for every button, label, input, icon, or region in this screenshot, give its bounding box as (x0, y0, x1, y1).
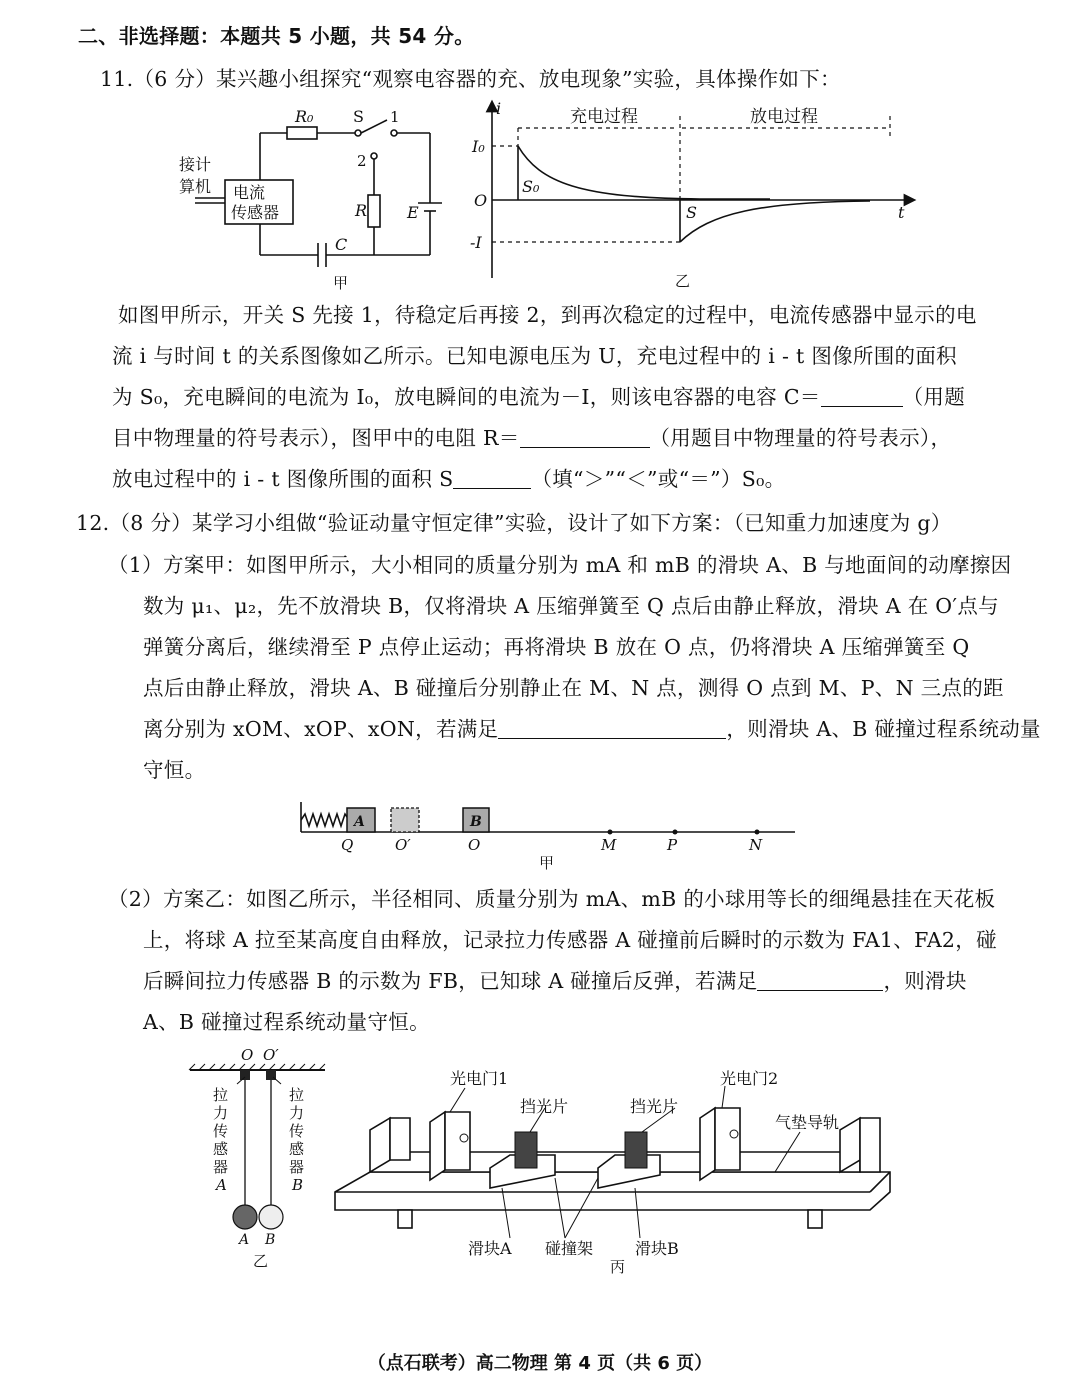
q11-para-3: 为 S₀，充电瞬间的电流为 I₀，放电瞬间的电流为－I，则该电容器的电容 C＝ （用题 (112, 385, 966, 409)
sensor-a-char-4: 感 (213, 1140, 229, 1158)
point-p-label: P (667, 836, 678, 854)
answer-blank-capacitance[interactable] (821, 386, 903, 408)
q12-intro: 12.（8 分）某学习小组做“验证动量守恒定律”实验，设计了如下方案：（已知重力加速度为 g） (76, 511, 952, 535)
answer-blank-scheme-yi[interactable] (757, 970, 883, 992)
gate1-label: 光电门1 (450, 1069, 509, 1088)
point-m-label: M (601, 836, 617, 854)
slider-a-caption: 滑块A (468, 1239, 512, 1258)
slider-b-label: B (470, 814, 482, 830)
q12-a-line-2: 数为 μ₁、μ₂，先不放滑块 B，仅将滑块 A 压缩弹簧至 Q 点后由静止释放，滑块 A 在 O′点与 (143, 594, 999, 618)
gate2-label: 光电门2 (720, 1069, 779, 1088)
sensor-b-char-6: B (292, 1176, 304, 1194)
fig-yi-caption: 乙 (253, 1252, 269, 1270)
capacitor-c-label: C (335, 235, 348, 254)
q12-fig-jia (295, 796, 800, 874)
air-track-label: 气垫导轨 (775, 1113, 840, 1132)
i-axis-label: i (496, 99, 502, 118)
section-heading: 二、非选择题：本题共 5 小题，共 54 分。 (78, 24, 475, 48)
fig-jia-caption: 甲 (539, 854, 555, 872)
sensor-a-char-5: 器 (213, 1158, 229, 1176)
point-o-prime-label: O′ (395, 836, 411, 854)
bumper-label: 碰撞架 (545, 1239, 594, 1258)
ball-a-label: A (239, 1232, 250, 1248)
pivot-o-label: O (241, 1046, 254, 1064)
circuit-caption: 甲 (333, 274, 349, 290)
q11-circuit-diagram (175, 100, 465, 290)
fig-bing-caption: 丙 (610, 1258, 626, 1276)
q12-a-line-5: 离分别为 xOM、xOP、xON，若满足 ，则滑块 A、B 碰撞过程系统动量 (143, 717, 1041, 741)
answer-blank-resistance[interactable] (520, 427, 650, 449)
q12-b-line-3: 后瞬间拉力传感器 B 的示数为 FB，已知球 A 碰撞后反弹，若满足 ，则滑块 (143, 969, 967, 993)
q12-a-line-1: （1）方案甲：如图甲所示，大小相同的质量分别为 mA 和 mB 的滑块 A、B 与地面间的动摩擦因 (108, 553, 1012, 577)
discharge-label: 放电过程 (750, 107, 818, 127)
shield2-label: 挡光片 (630, 1097, 679, 1116)
sensor-label-1: 电流 (233, 183, 266, 202)
charge-label: 充电过程 (570, 107, 638, 127)
q12-fig-yi (185, 1044, 335, 1276)
sensor-label-2: 传感器 (231, 203, 280, 222)
point-q-label: Q (341, 836, 354, 854)
page-footer: （点石联考）高二物理 第 4 页（共 6 页） (367, 1353, 713, 1374)
slider-b-caption: 滑块B (635, 1239, 679, 1258)
r0-label: R₀ (295, 107, 314, 126)
q11-para-1: 如图甲所示，开关 S 先接 1，待稳定后再接 2，到再次稳定的过程中，电流传感器中显示的电 (118, 303, 977, 327)
sensor-b-char-5: 器 (289, 1158, 305, 1176)
sensor-b-char-2: 力 (289, 1104, 305, 1122)
resistor-r-label: R (355, 201, 368, 220)
q12-a-line-6: 守恒。 (143, 758, 206, 782)
battery-e-label: E (407, 203, 419, 222)
t-axis-label: t (898, 203, 905, 222)
q11-intro: 11.（6 分）某兴趣小组探究“观察电容器的充、放电现象”实验，具体操作如下： (100, 67, 841, 91)
graph-caption: 乙 (675, 272, 691, 290)
pivot-o-prime-label: O′ (263, 1046, 279, 1064)
computer-label-2: 算机 (179, 177, 212, 196)
q12-a-line-3: 弹簧分离后，继续滑至 P 点停止运动；再将滑块 B 放在 O 点，仍将滑块 A 压缩弹簧至 Q (143, 635, 970, 659)
answer-blank-area-compare[interactable] (453, 468, 531, 490)
s-label: S (686, 203, 697, 222)
sensor-a-char-3: 传 (213, 1122, 229, 1140)
origin-label: O (474, 191, 488, 210)
sensor-a-char-2: 力 (213, 1104, 229, 1122)
q12-fig-bing (330, 1060, 910, 1278)
sensor-b-char-4: 感 (289, 1140, 305, 1158)
q11-para-4: 目中物理量的符号表示），图甲中的电阻 R＝ （用题目中物理量的符号表示）， (112, 426, 952, 450)
i0-label: I₀ (472, 137, 485, 156)
pos2-label: 2 (357, 152, 367, 170)
computer-label-1: 接计 (179, 155, 212, 174)
point-o-label: O (468, 836, 481, 854)
q11-para-5: 放电过程中的 i - t 图像所围的面积 S （填“＞”“＜”或“＝”）S₀。 (112, 467, 786, 491)
q11-para-2: 流 i 与时间 t 的关系图像如乙所示。已知电源电压为 U，充电过程中的 i - t 图像所围的面积 (112, 344, 957, 368)
shield1-label: 挡光片 (520, 1097, 569, 1116)
slider-a-label: A (354, 814, 365, 830)
point-n-label: N (749, 836, 763, 854)
answer-blank-scheme-jia[interactable] (498, 718, 726, 740)
sensor-b-char-3: 传 (289, 1122, 305, 1140)
s0-label: S₀ (522, 177, 540, 196)
sensor-b-char-1: 拉 (289, 1086, 305, 1104)
q11-it-graph (470, 98, 920, 293)
q12-b-line-1: （2）方案乙：如图乙所示，半径相同、质量分别为 mA、mB 的小球用等长的细绳悬挂在天花板 (108, 887, 996, 911)
sensor-a-char-1: 拉 (213, 1086, 229, 1104)
sensor-a-char-6: A (216, 1176, 227, 1194)
ball-b-label: B (265, 1232, 276, 1248)
switch-label: S (353, 107, 364, 126)
pos1-label: 1 (390, 108, 400, 126)
q12-a-line-4: 点后由静止释放，滑块 A、B 碰撞后分别静止在 M、N 点，测得 O 点到 M、P、N 三点的距 (143, 676, 1004, 700)
q12-b-line-2: 上，将球 A 拉至某高度自由释放，记录拉力传感器 A 碰撞前后瞬时的示数为 FA1、FA2，碰 (143, 928, 997, 952)
q12-b-line-4: A、B 碰撞过程系统动量守恒。 (143, 1010, 430, 1034)
neg-i-label: -I (470, 233, 482, 252)
